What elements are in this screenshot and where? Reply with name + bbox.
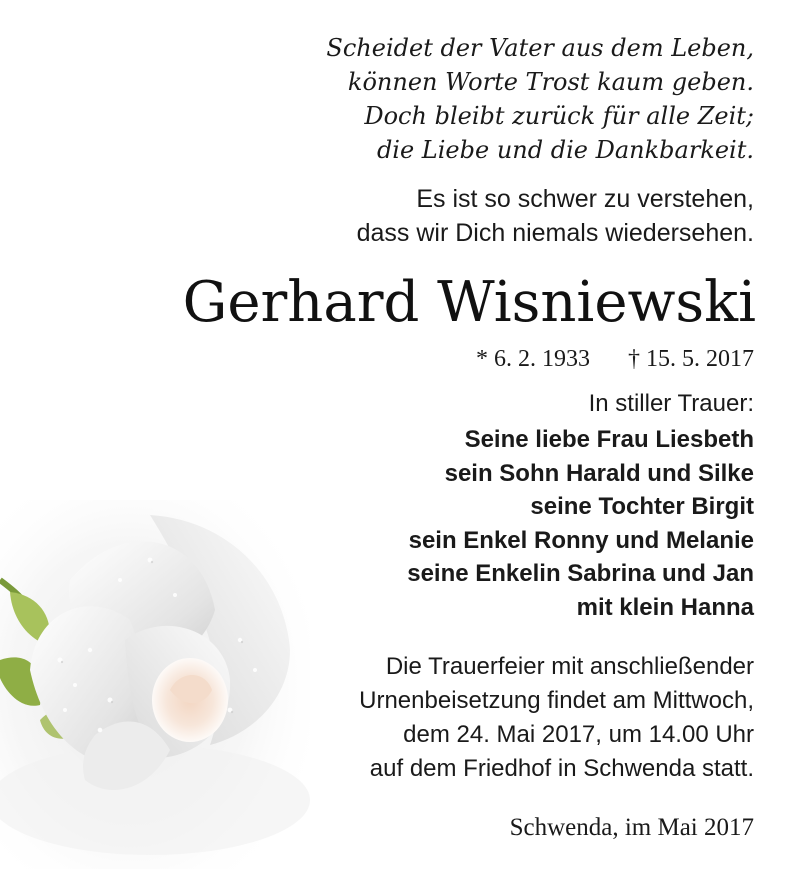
place-and-date: Schwenda, im Mai 2017 <box>509 814 754 841</box>
poem-line: Scheidet der Vater aus dem Leben, <box>326 34 754 62</box>
notice-text <box>74 0 754 843</box>
poem-line: die Liebe und die Dankbarkeit. <box>376 136 754 164</box>
death-date: † 15. 5. 2017 <box>628 346 754 372</box>
ceremony-line: Die Trauerfeier mit anschließender <box>385 653 754 680</box>
mourner-line: sein Sohn Harald und Silke <box>444 459 754 487</box>
consolation-line: Es ist so schwer zu verstehen, <box>416 185 754 213</box>
ceremony-line: Urnenbeisetzung findet am Mittwoch, <box>359 687 754 714</box>
memorial-poem <box>74 31 754 167</box>
mourner-line: sein Enkel Ronny und Melanie <box>408 526 754 554</box>
mourner-line: seine Tochter Birgit <box>530 493 754 520</box>
funeral-ceremony-info <box>74 650 754 786</box>
poem-line: können Worte Trost kaum geben. <box>347 68 754 96</box>
poem-line: Doch bleibt zurück für alle Zeit; <box>364 102 754 130</box>
mourners-list <box>74 423 754 624</box>
ceremony-line: dem 24. Mai 2017, um 14.00 Uhr <box>403 721 754 748</box>
consolation-line: dass wir Dich niemals wiedersehen. <box>356 219 754 247</box>
consolation-verse <box>74 182 754 250</box>
mourner-line: seine Enkelin Sabrina und Jan <box>407 560 754 587</box>
birth-date: * 6. 2. 1933 <box>476 346 590 372</box>
mourner-line: mit klein Hanna <box>576 593 754 621</box>
mourner-line: Seine liebe Frau Liesbeth <box>464 426 754 453</box>
ceremony-line: auf dem Friedhof in Schwenda statt. <box>369 755 754 782</box>
life-dates <box>74 344 754 374</box>
mourning-label: In stiller Trauer: <box>588 390 754 417</box>
deceased-name: Gerhard Wisniewski <box>182 270 756 335</box>
